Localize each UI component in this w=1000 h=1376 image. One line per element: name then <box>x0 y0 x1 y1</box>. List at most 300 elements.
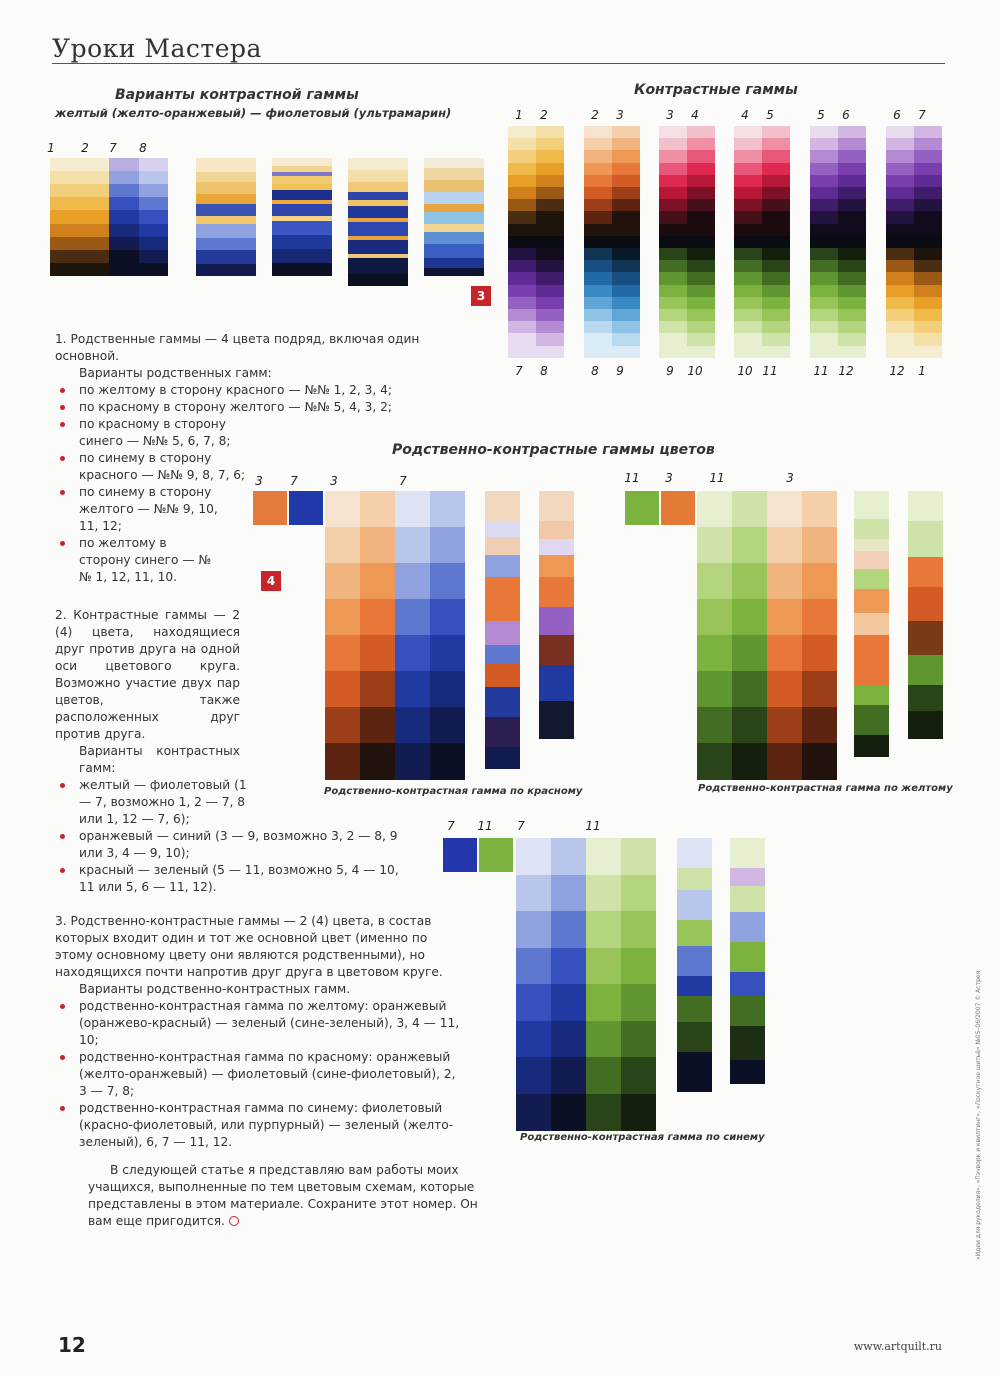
related-swatch <box>430 743 465 780</box>
related-strip-band <box>854 735 889 757</box>
key-swatch <box>253 491 287 525</box>
contrast-swatch <box>762 211 790 223</box>
related-swatch <box>697 671 732 708</box>
list-item: по красному в сторону синего — №№ 5, 6, 7, 8; <box>55 416 249 450</box>
contrast-swatch <box>838 138 866 150</box>
contrast-swatch <box>762 150 790 162</box>
contrast-swatch <box>612 211 640 223</box>
contrast-swatch <box>508 236 536 248</box>
related-swatch <box>516 984 551 1021</box>
related-swatch <box>430 563 465 600</box>
related-strip-band <box>730 996 765 1026</box>
related-swatch <box>325 743 360 780</box>
contrast-swatch <box>886 346 914 358</box>
contrast-swatch <box>687 321 715 333</box>
quilt-band <box>348 222 408 236</box>
related-swatch <box>586 948 621 985</box>
related-swatch <box>516 875 551 912</box>
related-swatch <box>802 707 837 744</box>
violet-blue-swatch <box>139 197 169 211</box>
section-2 <box>55 607 240 777</box>
contrast-variants-subtitle: желтый (желто-оранжевый) — фиолетовый (ультрамарин) <box>55 106 452 120</box>
contrast-swatch <box>612 321 640 333</box>
contrast-swatch <box>734 248 762 260</box>
related-swatch <box>325 527 360 564</box>
yellow-swatch <box>50 184 80 198</box>
contrast-swatch <box>886 321 914 333</box>
end-of-article-icon <box>229 1216 239 1226</box>
contrast-swatch <box>762 248 790 260</box>
related-swatch <box>360 599 395 636</box>
related-swatch <box>697 491 732 528</box>
contrast-swatch <box>659 285 687 297</box>
related-strip-band <box>485 555 520 577</box>
contrast-swatch <box>659 333 687 345</box>
contrast-swatch <box>762 126 790 138</box>
contrast-swatch <box>536 224 564 236</box>
yellow-violet-swatch-grid <box>50 158 168 276</box>
contrast-swatch <box>810 248 838 260</box>
related-swatch <box>732 491 767 528</box>
contrast-swatch <box>612 224 640 236</box>
contrast-swatch <box>886 272 914 284</box>
related-swatch <box>802 491 837 528</box>
quilt-band <box>196 182 256 194</box>
contrast-swatch <box>886 138 914 150</box>
related-swatch <box>430 671 465 708</box>
section-3-sub: Варианты родственно-контрастных гамм. <box>79 982 351 996</box>
contrast-swatch <box>584 150 612 162</box>
contrast-swatch <box>838 285 866 297</box>
yellow-swatch <box>50 263 80 277</box>
contrast-swatch <box>734 333 762 345</box>
related-strip-band <box>730 942 765 972</box>
related-swatch <box>551 948 586 985</box>
contrast-label-top: 5 <box>817 108 825 122</box>
contrast-swatch <box>687 272 715 284</box>
related-swatch <box>325 563 360 600</box>
contrast-label-top: 7 <box>918 108 926 122</box>
contrast-swatch <box>762 285 790 297</box>
contrast-swatch <box>734 138 762 150</box>
contrast-swatch <box>536 248 564 260</box>
contrast-swatch <box>838 297 866 309</box>
contrast-swatch <box>914 260 942 272</box>
related-swatch <box>586 838 621 875</box>
contrast-swatch <box>536 346 564 358</box>
related-swatch <box>325 671 360 708</box>
related-strip-band <box>730 868 765 886</box>
related-swatch <box>586 1094 621 1131</box>
related-swatch <box>767 743 802 780</box>
contrast-label-bottom: 11 <box>762 364 778 378</box>
related-swatch <box>767 491 802 528</box>
contrast-swatch <box>734 260 762 272</box>
contrast-swatch <box>762 163 790 175</box>
contrast-swatch <box>508 248 536 260</box>
contrast-swatch <box>536 321 564 333</box>
related-swatch <box>360 635 395 672</box>
related-swatch <box>516 1094 551 1131</box>
violet-blue-swatch <box>109 184 139 198</box>
contrast-swatch <box>734 211 762 223</box>
quilt-band <box>424 204 484 212</box>
contrast-swatch <box>810 175 838 187</box>
contrast-swatch <box>810 150 838 162</box>
contrast-label-bottom: 8 <box>591 364 599 378</box>
contrast-swatch <box>536 138 564 150</box>
contrast-swatch <box>612 272 640 284</box>
related-contrast-title: Родственно-контрастные гаммы цветов <box>392 442 715 458</box>
quilt-strip-2 <box>272 158 332 276</box>
header-divider <box>52 63 945 64</box>
related-swatch <box>325 491 360 528</box>
contrast-swatch <box>838 187 866 199</box>
contrast-swatch <box>659 321 687 333</box>
violet-blue-swatch <box>109 158 139 172</box>
list-item: по желтому в сторону красного — №№ 1, 2, 3, 4; <box>55 382 409 399</box>
contrast-label-bottom: 10 <box>737 364 753 378</box>
contrast-swatch <box>914 321 942 333</box>
section-2-sub: Варианты контрастных гамм: <box>79 744 240 775</box>
violet-blue-swatch <box>139 184 169 198</box>
related-swatch <box>395 671 430 708</box>
related-swatch <box>551 1094 586 1131</box>
contrast-swatch <box>914 272 942 284</box>
quilt-band <box>272 190 332 200</box>
contrast-swatch <box>508 175 536 187</box>
contrast-swatch <box>914 333 942 345</box>
quilt-strip-3 <box>348 158 408 276</box>
contrast-swatch <box>762 297 790 309</box>
contrast-swatch <box>584 260 612 272</box>
contrast-swatch <box>659 309 687 321</box>
figure-number-label: 11 <box>624 471 640 485</box>
related-strip-band <box>854 519 889 539</box>
contrast-swatch <box>886 163 914 175</box>
related-swatch <box>516 1021 551 1058</box>
related-swatch <box>697 599 732 636</box>
yellow-swatch <box>79 237 109 251</box>
contrast-swatch <box>584 309 612 321</box>
contrast-swatch <box>734 236 762 248</box>
contrast-swatch <box>886 236 914 248</box>
contrast-swatch <box>536 333 564 345</box>
related-swatch <box>767 671 802 708</box>
related-swatch <box>802 671 837 708</box>
related-strip-band <box>854 539 889 551</box>
contrast-swatch <box>659 211 687 223</box>
contrast-swatch <box>536 126 564 138</box>
related-strip-band <box>908 621 943 655</box>
contrast-swatch <box>762 272 790 284</box>
related-strip-band <box>539 555 574 577</box>
contrast-swatch <box>508 333 536 345</box>
quilt-band <box>424 180 484 192</box>
violet-blue-swatch <box>109 250 139 264</box>
section-1 <box>55 331 485 382</box>
contrast-swatch <box>762 224 790 236</box>
key-swatch <box>625 491 659 525</box>
quilt-strip-1 <box>196 158 256 276</box>
contrast-swatch <box>612 138 640 150</box>
related-strip-band <box>908 491 943 521</box>
contrast-swatch <box>536 211 564 223</box>
related-strip-band <box>677 890 712 920</box>
contrast-swatch <box>659 248 687 260</box>
related-swatch <box>697 563 732 600</box>
related-swatch <box>551 911 586 948</box>
contrast-swatch <box>584 175 612 187</box>
yellow-swatch <box>50 197 80 211</box>
contrast-swatch <box>612 236 640 248</box>
contrast-swatch <box>762 260 790 272</box>
footer-url-link[interactable]: www.artquilt.ru <box>853 1340 942 1353</box>
contrast-swatch <box>838 236 866 248</box>
related-strip-band <box>677 1022 712 1052</box>
contrast-swatch <box>584 236 612 248</box>
related-swatch <box>697 707 732 744</box>
related-strip-band <box>485 747 520 769</box>
contrast-swatch <box>687 297 715 309</box>
related-swatch <box>802 527 837 564</box>
related-swatch <box>395 707 430 744</box>
contrast-swatch <box>659 236 687 248</box>
related-swatch <box>732 599 767 636</box>
contrast-swatch <box>612 199 640 211</box>
related-swatch <box>732 563 767 600</box>
contrast-swatch <box>914 175 942 187</box>
contrast-label-bottom: 8 <box>540 364 548 378</box>
contrast-swatch <box>838 346 866 358</box>
contrast-swatch <box>536 163 564 175</box>
related-swatch <box>430 527 465 564</box>
contrast-label-bottom: 12 <box>838 364 854 378</box>
related-swatch <box>395 599 430 636</box>
related-strip-band <box>539 521 574 539</box>
contrast-swatch <box>508 150 536 162</box>
related-strip-band <box>854 613 889 635</box>
contrast-swatch <box>734 187 762 199</box>
section-3 <box>55 913 465 1151</box>
key-swatch <box>479 838 513 872</box>
related-swatch <box>697 635 732 672</box>
figure-badge-4: 4 <box>261 571 281 591</box>
related-swatch <box>621 911 656 948</box>
label-2: 2 <box>81 141 89 155</box>
contrast-swatch <box>659 272 687 284</box>
contrast-swatch <box>838 321 866 333</box>
blue-figure-caption: Родственно-контрастная гамма по синему <box>520 1132 765 1143</box>
contrast-swatch <box>612 163 640 175</box>
figure-number-label: 11 <box>477 819 493 833</box>
related-swatch <box>621 875 656 912</box>
contrast-swatch <box>612 297 640 309</box>
contrast-swatch <box>810 224 838 236</box>
contrast-swatch <box>734 199 762 211</box>
quilt-band <box>348 170 408 182</box>
violet-blue-swatch <box>109 237 139 251</box>
contrast-swatch <box>886 248 914 260</box>
contrast-swatch <box>687 187 715 199</box>
contrast-label-top: 6 <box>893 108 901 122</box>
related-swatch <box>325 635 360 672</box>
quilt-band <box>196 158 256 172</box>
key-swatch <box>661 491 695 525</box>
contrast-label-bottom: 7 <box>515 364 523 378</box>
contrast-swatch <box>508 346 536 358</box>
contrast-swatch <box>810 187 838 199</box>
yellow-swatch <box>79 224 109 238</box>
related-swatch <box>395 491 430 528</box>
contrast-swatch <box>659 260 687 272</box>
vertical-credit: «Идеи для рукоделия», «Пэчворк и квилтинг», «Лоскутное шитьё» №05–06/2007 © Астрея <box>975 970 982 1260</box>
contrast-swatch <box>612 175 640 187</box>
label-7: 7 <box>109 141 117 155</box>
quilt-band <box>348 158 408 170</box>
contrast-swatch <box>687 224 715 236</box>
contrast-label-top: 2 <box>591 108 599 122</box>
contrast-swatch <box>687 163 715 175</box>
figure-number-label: 7 <box>517 819 525 833</box>
quilt-band <box>424 158 484 168</box>
contrast-swatch <box>914 224 942 236</box>
related-swatch <box>586 984 621 1021</box>
contrast-label-top: 3 <box>616 108 624 122</box>
related-strip-band <box>485 621 520 645</box>
figure-number-label: 7 <box>290 474 298 488</box>
contrast-swatch <box>584 126 612 138</box>
contrast-label-top: 5 <box>766 108 774 122</box>
violet-blue-swatch <box>139 210 169 224</box>
contrast-swatch <box>734 150 762 162</box>
contrast-swatch <box>914 236 942 248</box>
quilt-band <box>424 268 484 276</box>
related-swatch <box>802 599 837 636</box>
contrast-swatch <box>838 260 866 272</box>
contrast-swatch <box>584 187 612 199</box>
quilt-band <box>196 194 256 204</box>
figure-number-label: 3 <box>786 471 794 485</box>
contrast-swatch <box>659 175 687 187</box>
contrast-label-top: 2 <box>540 108 548 122</box>
related-strip-band <box>908 655 943 685</box>
contrast-swatch <box>687 248 715 260</box>
related-swatch <box>586 911 621 948</box>
related-swatch <box>516 1057 551 1094</box>
related-swatch <box>395 743 430 780</box>
violet-blue-swatch <box>139 224 169 238</box>
related-strip-band <box>539 607 574 635</box>
quilt-band <box>348 192 408 200</box>
related-swatch <box>767 563 802 600</box>
contrast-swatch <box>659 126 687 138</box>
violet-blue-swatch <box>139 250 169 264</box>
related-strip-band <box>485 577 520 621</box>
contrast-swatch <box>914 309 942 321</box>
contrast-swatch <box>914 285 942 297</box>
contrast-swatch <box>687 260 715 272</box>
contrast-swatch <box>536 199 564 211</box>
figure-number-label: 7 <box>447 819 455 833</box>
quilt-band <box>348 258 408 274</box>
contrast-swatch <box>810 285 838 297</box>
related-strip-band <box>908 557 943 587</box>
contrast-swatch <box>536 260 564 272</box>
quilt-band <box>272 204 332 216</box>
related-swatch <box>395 563 430 600</box>
related-strip-band <box>485 645 520 663</box>
related-strip-band <box>854 589 889 613</box>
contrast-swatch <box>687 199 715 211</box>
contrast-swatch <box>886 187 914 199</box>
related-strip-band <box>854 685 889 705</box>
red-figure-caption: Родственно-контрастная гамма по красному <box>324 786 583 797</box>
contrast-swatch <box>838 150 866 162</box>
related-swatch <box>516 948 551 985</box>
quilt-strip-4 <box>424 158 484 276</box>
contrast-swatch <box>687 309 715 321</box>
yellow-swatch <box>79 197 109 211</box>
contrast-swatch <box>734 285 762 297</box>
contrast-swatch <box>687 236 715 248</box>
contrast-swatch <box>838 272 866 284</box>
related-swatch <box>360 491 395 528</box>
list-item: родственно-контрастная гамма по красному: оранжевый (желто-оранжевый) — фиолетовый (сине-фиолетовый), 2, 3 — 7, 8; <box>55 1049 465 1100</box>
contrast-swatch <box>536 285 564 297</box>
related-swatch <box>621 948 656 985</box>
violet-blue-swatch <box>109 224 139 238</box>
related-swatch <box>802 635 837 672</box>
contrast-swatch <box>612 346 640 358</box>
yellow-swatch <box>50 250 80 264</box>
contrast-swatch <box>687 333 715 345</box>
contrast-swatch <box>536 150 564 162</box>
list-item: по желтому в сторону синего — №№ 1, 12, 11, 10. <box>55 535 219 586</box>
related-strip-band <box>539 635 574 665</box>
contrast-label-top: 4 <box>741 108 749 122</box>
contrast-swatch <box>838 126 866 138</box>
contrast-swatch <box>508 187 536 199</box>
contrast-swatch <box>584 211 612 223</box>
contrast-swatch <box>838 175 866 187</box>
contrast-swatch <box>659 150 687 162</box>
contrast-swatch <box>838 163 866 175</box>
related-strip-band <box>677 1052 712 1092</box>
contrast-swatch <box>612 333 640 345</box>
contrast-swatch <box>810 126 838 138</box>
figure-number-label: 3 <box>255 474 263 488</box>
list-item: оранжевый — синий (3 — 9, возможно 3, 2 — 8, 9 или 3, 4 — 9, 10); <box>55 828 399 862</box>
contrast-swatch <box>762 333 790 345</box>
contrast-swatch <box>810 199 838 211</box>
related-strip-band <box>730 886 765 912</box>
contrast-label-bottom: 9 <box>616 364 624 378</box>
list-item: по синему в сторону красного — №№ 9, 8, 7, 6; <box>55 450 249 484</box>
contrast-swatch <box>508 224 536 236</box>
related-strip-band <box>485 537 520 555</box>
yellow-swatch <box>50 224 80 238</box>
yellow-swatch <box>50 210 80 224</box>
quilt-band <box>272 235 332 249</box>
related-swatch <box>395 527 430 564</box>
quilt-band <box>424 258 484 268</box>
contrast-swatch <box>838 248 866 260</box>
contrast-swatch <box>612 260 640 272</box>
violet-blue-swatch <box>139 171 169 185</box>
related-swatch <box>621 1057 656 1094</box>
contrast-label-bottom: 9 <box>666 364 674 378</box>
